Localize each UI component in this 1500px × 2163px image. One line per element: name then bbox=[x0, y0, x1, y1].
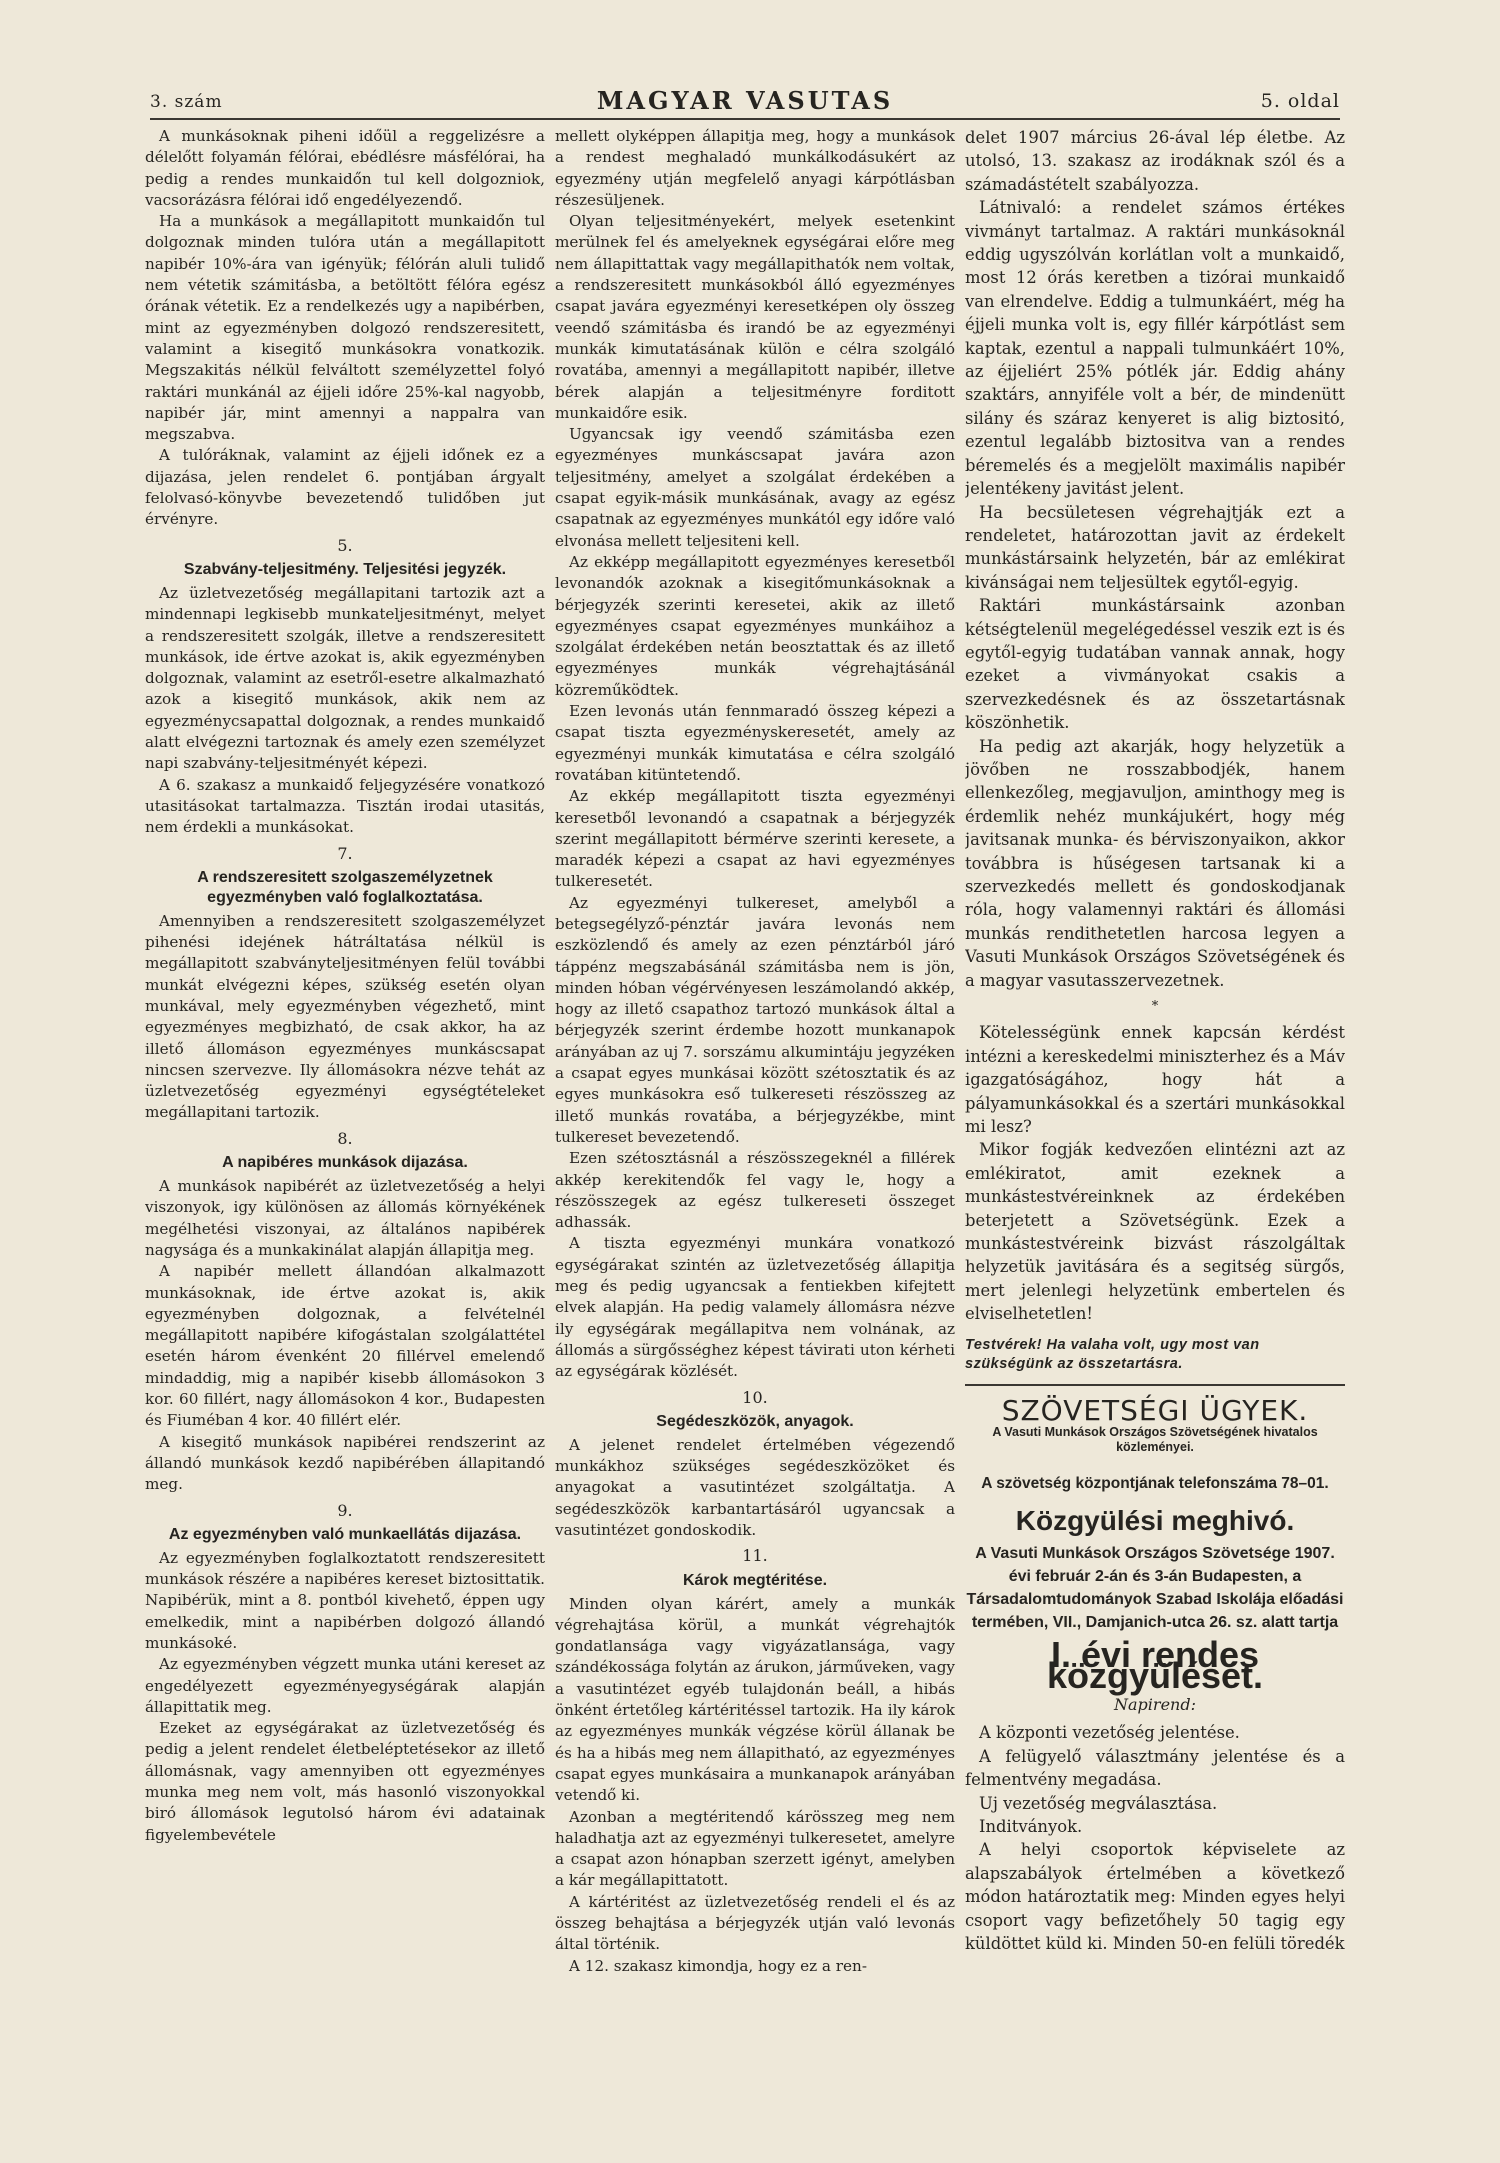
paragraph: Ha a munkások a megállapitott munkaidőn tul dolgoznak minden tulóra után a megállapitott napibér 10%-ára van igényük; félórán aluli tulidő nem vétetik számitásba, a betöltött félóra egész órának vétetik. Ez a rendelkezés ugy a napibérben, mint az egyezményben dolgozó rendszeresitett, valamint a kisegitő munkásokra vonatkozik. Megszakitás nélkül felváltott személyzettel folyó raktári munkánál az éjjeli időre 25%-kal nagyobb, napibér jár, mint amennyi a nappalra van megszabva. bbox=[145, 212, 545, 444]
paragraph: A jelenet rendelet értelmében végezendő munkákhoz szükséges segédeszközöket és anyagokat a vasutintézet szolgáltatja. A segédeszközök karbantartásáról ugyancsak a vasutintézet gondoskodik. bbox=[555, 1435, 955, 1539]
section-number: 10. bbox=[742, 1387, 768, 1407]
column-3 bbox=[965, 126, 1345, 2086]
page-number: 5. oldal bbox=[1260, 90, 1340, 112]
paragraph: Az üzletvezetőség megállapitani tartozik azt a mindennapi legkisebb munkateljesitményt, melyet a rendszeresitett szolgák, illetve a rendszeresitett munkások, ide értve azokat is, akik egyezményben dolgoznak, valamint az esetről-esetre alkalmazható azok a kisegitő munkások, akik nem az egyezménycsapattal dolgoznak, a rendes munkaidő alatt elvégezni tartoznak és amely ezen személyzet napi szabvány-teljesitményét képezi. bbox=[145, 583, 545, 773]
phone-notice: A szövetség központjának telefonszáma 78–01. bbox=[981, 1474, 1329, 1492]
section-number: 9. bbox=[337, 1500, 353, 1520]
paragraph: Olyan teljesitményekért, melyek esetenkint merülnek fel és amelyeknek egységárai előre meg nem állapittattak vagy megállapithatók nem voltak, a rendszeresitett munkásokból álló egyezményes csapat javára egyezményi keresetképen oly összeg veendő számitásba és irandó be az egyezményi munkák kimutatásának külön e célra szolgáló rovatába, amennyi a megállapitott napibér, illetve bérek alapján a teljesitményre forditott munkaidőre esik. bbox=[555, 212, 955, 422]
section-heading: Az egyezményben való munkaellátás dijazása. bbox=[168, 1525, 522, 1543]
paragraph: Az egyezményi tulkereset, amelyből a betegsegélyző-pénztár javára levonás nem eszközlendő és amely az ezen pénztárból járó táppénz megszabásánál számitásba nem is jön, minden hóban végérvényesen leszámolandó akkép, hogy az illető csapathoz tartozó munkások által a bérjegyzék szerint érdembe hozott munkanapok arányában az uj 7. sorszámu alkumintáju jegyzéken a csapat egyes munkásai között szétosztatik és az egyes munkásokra eső tulkereseti részösszeg az illető munkás rovatába, a bérjegyzékbe, mint tulkereset bevezetendő. bbox=[555, 893, 955, 1146]
paragraph: A munkásoknak piheni időül a reggelizésre a délelőtt folyamán félórai, ebédlésre másfélórai, ha pedig a rendes munkaidőn tul kell dolgozniok, vacsorázásra félórai idő engedélyezendő. bbox=[145, 127, 545, 209]
section-heading: Segédeszközök, anyagok. bbox=[656, 1412, 854, 1430]
paragraph: Raktári munkástársaink azonban kétségtelenül megelégedéssel veszik ezt is és egytől-egyig tudatában vannak annak, hogy ezeket a vivmányokat csakis a szervezkedésnek és az összetartásnak köszönhetik. bbox=[965, 596, 1345, 733]
paragraph: Ha becsületesen végrehajtják ezt a rendeletet, határozottan javit az érdekelt munkástársaink helyzetén, bár az emlékirat kivánságai nem teljesültek egytől-egyig. bbox=[965, 502, 1345, 592]
agenda-item: Uj vezetőség megválasztása. bbox=[979, 1793, 1218, 1813]
paragraph: A napibér mellett állandóan alkalmazott munkásoknak, ide értve azokat is, akik egyezményben dolgoznak, a felvételnél megállapitott napibére kifogástalan szolgálattétel esetén három évenként 20 fillérvel emelendő mindaddig, mig a napibér kisebb állomásokon 3 kor. 60 fillért, nagy állomásokon 4 kor., Budapesten és Fiuméban 4 kor. 40 fillért elér. bbox=[145, 1262, 545, 1430]
header-rule bbox=[150, 118, 1340, 120]
meeting-title: Közgyülési meghivó. bbox=[1015, 1505, 1295, 1537]
paragraph: Ezen levonás után fennmaradó összeg képezi a csapat tiszta egyezményskeresetét, amely az egyezményi munkák kimutatása e célra szolgáló rovatában kitüntetendő. bbox=[555, 702, 955, 784]
section-title: SZÖVETSÉGI ÜGYEK. bbox=[1001, 1393, 1309, 1427]
paragraph: A kisegitő munkások napibérei rendszerint az állandó munkások kezdő napibérében állapitandó meg. bbox=[145, 1432, 545, 1494]
paragraph: Az egyezményben foglalkoztatott rendszeresitett munkások részére a napibéres kereset biztosittatik. Napibérük, mint a 8. pontból kivehető, éppen ugy emelkedik, mint a napibérben dolgozó állandó munkásoké. bbox=[145, 1548, 545, 1652]
section-heading: Károk megtéritése. bbox=[682, 1571, 828, 1589]
paragraph: Amennyiben a rendszeresitett szolgaszemélyzet pihenési idejének hátráltatása nélkül is megállapitott szabványteljesitményen felül további munkát elvégezni képes, szükség esetén olyan munkával, mely egyezményben végezhető, mint egyezményes megbizható, de csak akkor, ha az illető állomáson egyezményes munkáscsapat nincsen szervezve. Ily állomásokra nézve tehát az üzletvezetőség egyezményi egységtételeket megállapitani tartozik. bbox=[145, 911, 545, 1122]
section-heading: A rendszeresitett szolgaszemélyzetnek egyezményben való foglalkoztatása. bbox=[197, 868, 493, 906]
section-number: 11. bbox=[742, 1546, 768, 1566]
paragraph: Kötelességünk ennek kapcsán kérdést intézni a kereskedelmi miniszterhez és a Máv igazgatóságához, hogy hát a pályamunkásokkal és a szertári munkásokkal mi lesz? bbox=[965, 1023, 1345, 1136]
paragraph: mellett olyképpen állapitja meg, hogy a munkások a rendest meghaladó munkálkodásukért az egyezmény utján megfelelő anyagi kárpótlásban részesüljenek. bbox=[555, 127, 955, 209]
issue-number: 3. szám bbox=[150, 92, 223, 112]
paragraph: A 12. szakasz kimondja, hogy ez a ren- bbox=[569, 1956, 867, 1975]
section-number: 7. bbox=[337, 843, 353, 863]
paragraph: Mikor fogják kedvezően elintézni azt az emlékiratot, amit ezeknek a munkástestvéreinknek az érdekében beterjetett a Szövetségünk. Ezek a munkástestvéreink bizvást rászolgáltak helyzetük javitására és a segitség sürgős, mert jelenlegi helyzetünk embertelen és elviselhetetlen! bbox=[965, 1140, 1345, 1324]
paragraph: delet 1907 március 26-ával lép életbe. Az utolsó, 13. szakasz az irodáknak szól és a számadástételt szabályozza. bbox=[965, 128, 1345, 194]
paragraph: Az egyezményben végzett munka utáni kereset az engedélyezett egyezményegységárak alapján állapittatik meg. bbox=[145, 1655, 545, 1716]
newspaper-title: MAGYAR VASUTAS bbox=[596, 86, 894, 115]
paragraph: Látnivaló: a rendelet számos értékes vivmányt tartalmaz. A raktári munkásoknál eddig ugyszólván korlátlan volt a munkaidő, most 12 órás keretben a tizórai munkaidő van elrendelve. Eddig a tulmunkáért, még ha éjjeli munka volt is, egy fillér kárpótlást sem kaptak, ezentul a nappali tulmunkáért 10%, az éjjeliért 25% pótlék jár. Eddig ahány szaktárs, annyiféle volt a bér, de mindenütt silány és száraz kenyeret is alig biztositó, ezentul legalább biztositva van a rendes béremelés és a megjelölt maximális napibér jelentékeny javitást jelent. bbox=[965, 198, 1345, 499]
paragraph: Ezeket az egységárakat az üzletvezetőség és pedig a jelent rendelet életbeléptetésekor az illető állomásnak, vagy amennyiben ott egyezményes munka meg nem volt, más hasonló viszonyokkal biró állomások legutolsó három évi adatainak figyelembevétele bbox=[145, 1719, 545, 1844]
page-header bbox=[150, 86, 1340, 116]
paragraph: A kártéritést az üzletvezetőség rendeli el és az összeg behajtása a bérjegyzék utján való levonás által történik. bbox=[555, 1892, 955, 1954]
section-number: 8. bbox=[337, 1128, 353, 1148]
section-subtitle: A Vasuti Munkások Országos Szövetségének hivatalos közleményei. bbox=[992, 1424, 1318, 1454]
paragraph: Az ekképp megállapitott egyezményes keresetből levonandók azoknak a kisegitőmunkásoknak a bérjegyzék szerinti keresetei, akik az illető egyezményes csapat egyezményes munkáihoz a szolgálat érdekében netán beosztattak és az illető egyezményes munkák végrehajtásánál közreműködtek. bbox=[555, 552, 955, 699]
paragraph: Ezen szétosztásnál a részösszegeknél a fillérek akkép kerekitendők fel vagy le, hogy a részösszegek az egész tulkereseti összeget adhassák. bbox=[555, 1149, 955, 1232]
paragraph: Ugyancsak igy veendő számitásba ezen egyezményes munkáscsapat javára azon teljesitmény, amelyet a szolgálat érdekében a csapat egyik-másik munkásának, avagy az egész csapatnak az egyezményes munkától egy időre való elvonása mellett teljesiteni kell. bbox=[555, 425, 955, 550]
paragraph: A tiszta egyezményi munkára vonatkozó egységárakat szintén az üzletvezetőség állapitja meg és pedig ugyancsak a fentiekben kifejtett elvek alapján. Ha pedig valamely állomásra nézve ily egységárak megállapitva nem volnának, az állomás a sürgősséghez képest távirati uton kérheti az egységárak közlését. bbox=[555, 1234, 955, 1381]
agenda-item: A központi vezetőség jelentése. bbox=[979, 1723, 1240, 1743]
agenda-item: A felügyelő választmány jelentése és a felmentvény megadása. bbox=[965, 1746, 1345, 1790]
paragraph: A helyi csoportok képviselete az alapszabályok értelmében a következő módon határoztatik meg: Minden egyes helyi csoport vagy befizetőhely 50 tagig egy küldöttet küld ki. Minden 50-en felüli töredék bbox=[965, 1840, 1345, 1954]
meeting-body: A Vasuti Munkások Országos Szövetsége 1907. évi február 2-án és 3-án Budapesten, a Társadalomtudományok Szabad Iskolája előadási termében, VII., Damjanich-utca 26. sz. alatt tartja bbox=[966, 1544, 1344, 1631]
column-1 bbox=[145, 126, 545, 2086]
paragraph: A 6. szakasz a munkaidő feljegyzésére vonatkozó utasitásokat tartalmazza. Tisztán irodai utasitás, nem érdekli a munkásokat. bbox=[145, 775, 545, 837]
paragraph: Ha pedig azt akarják, hogy helyzetük a jövőben ne rosszabbodjék, hanem ellenkezőleg, megjavuljon, aminthogy meg is érdemlik nehéz munkájukért, hogy még javitsanak munka- és bérviszonyaikon, akkor továbbra is hűségesen tartsanak ki a szervezkedés mellett és gondoskodjanak róla, hogy valamennyi raktári és állomási munkás rendithetetlen harcosa legyen a Vasuti Munkások Országos Szövetségének és a magyar vasutasszervezetnek. bbox=[965, 736, 1345, 990]
section-heading: Szabvány-teljesitmény. Teljesitési jegyzék. bbox=[183, 560, 507, 578]
section-heading: A napibéres munkások dijazása. bbox=[222, 1154, 468, 1172]
agenda-label: Napirend: bbox=[1114, 1695, 1196, 1715]
section-number: 5. bbox=[337, 535, 353, 555]
separator-star: * bbox=[1151, 999, 1159, 1015]
paragraph: A munkások napibérét az üzletvezetőség a helyi viszonyok, igy különösen az állomás környékének megélhetési viszonyai, az általános napibérek nagysága és a munkakinálat alapján állapitja meg. bbox=[145, 1177, 545, 1259]
paragraph: A tulóráknak, valamint az éjjeli időnek ez a dijazása, jelen rendelet 6. pontjában árgyalt felolvasó-könyvbe bevezetendő tulidőben jut érvényre. bbox=[145, 446, 545, 529]
paragraph: Azonban a megtéritendő kárösszeg meg nem haladhatja azt az egyezményi tulkeresetet, amelyre a csapat azon hónapban szerzett igényt, amelyben a kár megállapittatott. bbox=[555, 1807, 955, 1890]
paragraph: Minden olyan kárért, amely a munkák végrehajtása körül, a munkát végrehajtók gondatlansága vagy vigyázatlansága, vagy szándékossága folytán az árukon, járműveken, vagy a vasutintézet egyéb tulajdonán beáll, a hibás önként értetőleg kártéritéssel tartozik. Ha ily károk az egyezményes munkák végzése körül állanak be és ha a hibás meg nem állapitható, az egyezményes csapat egyes munkásaira a munkanapok arányában vetendő ki. bbox=[555, 1594, 955, 1805]
paragraph: Az ekkép megállapitott tiszta egyezményi keresetből levonandó a csapatnak a bérjegyzék szerint megállapitott bérmérve szerinti keresete, a maradék képezi a csapat az havi egyezményes tulkeresetét. bbox=[555, 787, 955, 891]
solidarity-notice: Testvérek! Ha valaha volt, ugy most van szükségünk az összetartásra. bbox=[965, 1336, 1345, 1386]
column-2 bbox=[555, 126, 955, 2086]
meeting-headline: I. évi rendes közgyülését. bbox=[1046, 1633, 1264, 1696]
agenda-item: Inditványok. bbox=[979, 1817, 1083, 1837]
